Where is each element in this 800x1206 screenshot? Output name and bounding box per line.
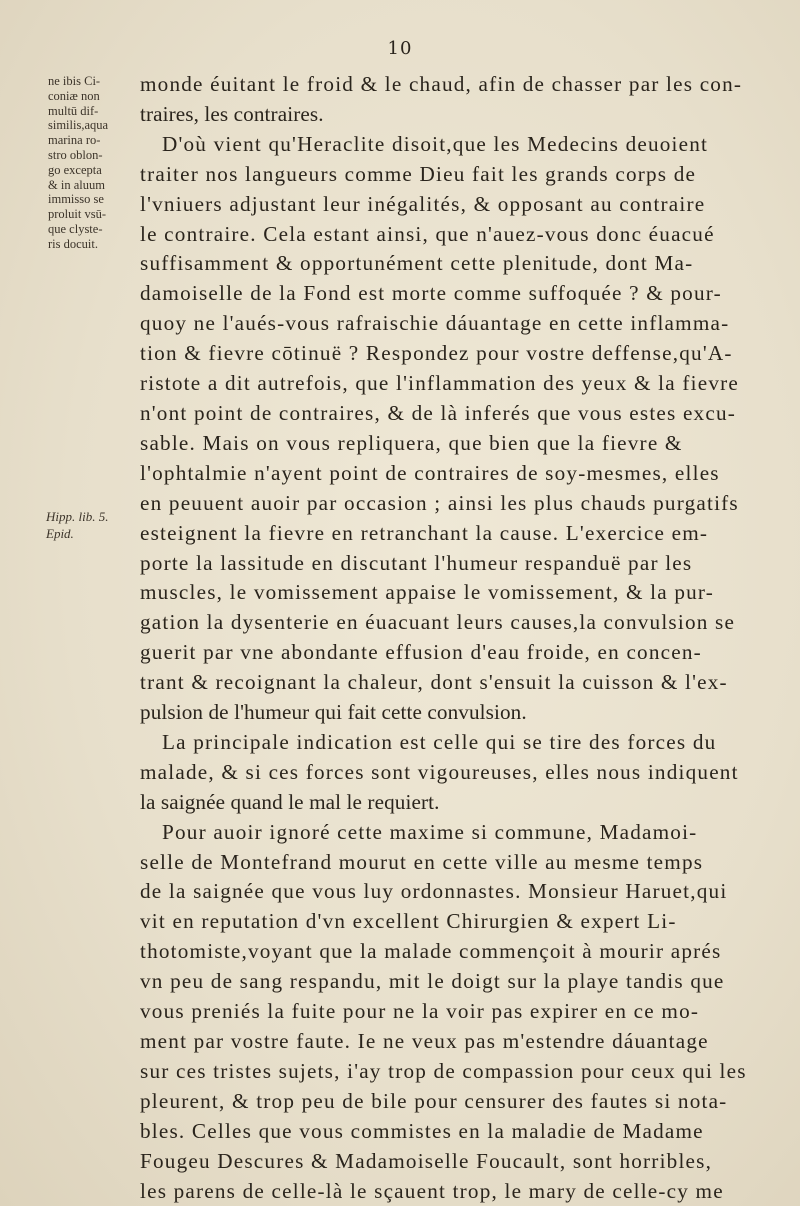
margin-note-line: multū dif- [48,103,99,118]
text-line: de la saignée que vous luy ordonnastes. Monsieur Haruet,qui [140,879,728,904]
text-line: quoy ne l'aués-vous rafraischie dáuantage en cette inflamma- [140,311,730,336]
margin-note-line: & in aluum [48,177,105,192]
margin-note-line: ne ibis Ci- [48,74,101,88]
text-line: D'où vient qu'Heraclite disoit,que les Medecins deuoient [162,131,709,156]
margin-note-line: similis,aqua [48,118,109,133]
text-line: vous preniés la fuite pour ne la voir pas expirer en ce mo- [140,999,700,1024]
text-line: sur ces tristes sujets, i'ay trop de compassion pour ceux qui les [140,1058,747,1083]
body-text [140,70,772,1206]
text-line: damoiselle de la Fond est morte comme suffoquée ? & pour- [140,281,722,306]
margin-note-line: proluit vsū- [48,207,106,222]
text-line: thotomiste,voyant que la malade commençoit à mourir aprés [140,939,722,964]
margin-note-line: immisso se [48,192,104,207]
margin-note-line: go excepta [48,162,102,177]
text-line: le contraire. Cela estant ainsi, que n'auez-vous donc éuacué [140,221,715,246]
margin-note-reference [46,508,138,542]
text-line: suffisamment & opportunément cette plenitude, dont Ma- [140,251,694,276]
text-line: Fougeu Descures & Madamoiselle Foucault, sont horribles, [140,1148,713,1173]
text-line: ristote a dit autrefois, que l'inflammation des yeux & la fievre [140,371,739,396]
text-line: La principale indication est celle qui se tire des forces du [162,729,717,754]
text-line: vn peu de sang respandu, mit le doigt sur la playe tandis que [140,969,725,994]
page-number: 10 [387,38,413,59]
text-line: Pour auoir ignoré cette maxime si commune, Madamoi- [162,819,698,844]
text-line: pulsion de l'humeur qui fait cette convulsion. [140,700,527,725]
margin-reference-line: Epid. [46,526,74,541]
margin-reference-line: Hipp. lib. 5. [46,509,109,524]
text-line: ment par vostre faute. Ie ne veux pas m'estendre dáuantage [140,1029,709,1053]
text-line: malade, & si ces forces sont vigoureuses, elles nous indiquent [140,759,739,784]
text-line: traires, les contraires. [140,101,324,126]
margin-note-line: marina ro- [48,133,101,148]
text-line: sable. Mais on vous repliquera, que bien que la fievre & [140,430,683,455]
text-line: n'ont point de contraires, & de là inferés que vous estes excu- [140,400,736,425]
text-line: pleurent, & trop peu de bile pour censurer des fautes si nota- [140,1088,728,1113]
text-line: trant & recoignant la chaleur, dont s'ensuit la cuisson & l'ex- [140,670,728,695]
text-line: les parens de celle-là le sçauent trop, le mary de celle-cy me [140,1178,724,1203]
text-line: guerit par vne abondante effusion d'eau froide, en concen- [140,640,702,665]
text-line: gation la dysenterie en éuacuant leurs causes,la convulsion se [140,610,736,635]
text-line: l'vniuers adjustant leur inégalités, & opposant au contraire [140,191,706,216]
text-line: bles. Celles que vous commistes en la maladie de Madame [140,1118,704,1143]
margin-note-line: stro oblon- [48,147,103,162]
text-line: esteignent la fievre en retranchant la cause. L'exercice em- [140,520,709,545]
margin-note-line: que clyste- [48,221,103,236]
text-line: traiter nos langueurs comme Dieu fait les grands corps de [140,161,697,186]
margin-note-line: coniæ non [48,88,100,103]
margin-note-latin [48,74,140,252]
text-line: porte la lassitude en discutant l'humeur respanduë par les [140,550,693,575]
text-line: l'ophtalmie n'ayent point de contraires de soy-mesmes, elles [140,460,720,485]
text-line: vit en reputation d'vn excellent Chirurgien & expert Li- [140,909,677,934]
text-line: monde éuitant le froid & le chaud, afin de chasser par les con- [140,72,743,96]
text-line: selle de Montefrand mourut en cette ville au mesme temps [140,849,704,874]
margin-note-line: ris docuit. [48,236,98,251]
text-line: la saignée quand le mal le requiert. [140,789,440,814]
text-line: tion & fievre cōtinuë ? Respondez pour vostre deffense,qu'A- [140,341,733,366]
text-line: muscles, le vomissement appaise le vomissement, & la pur- [140,580,715,605]
text-line: en peuuent auoir par occasion ; ainsi les plus chauds purgatifs [140,490,739,515]
